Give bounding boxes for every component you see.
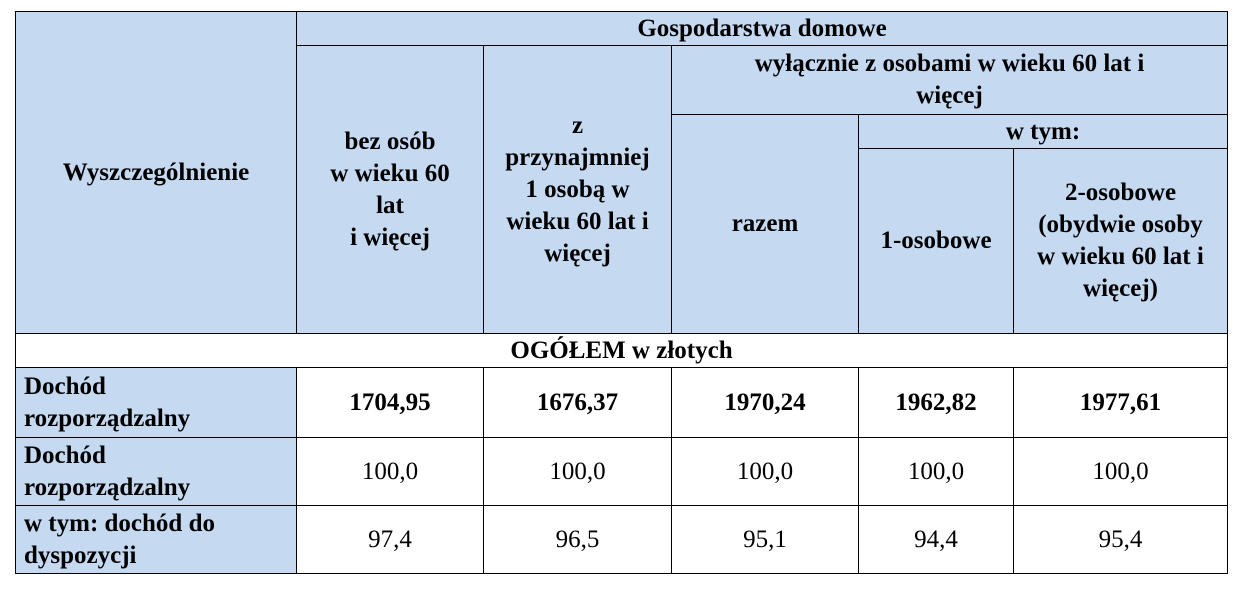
table-cell: 95,4 [1014, 506, 1228, 574]
col-header-z-przynajmniej: z przynajmniej 1 osobą w wieku 60 lat i więcej [484, 46, 672, 334]
header-row-1 [16, 12, 1228, 46]
col-header-bez-osob: bez osób w wieku 60 lat i więcej [297, 46, 484, 334]
row-label: Dochód rozporządzalny [16, 438, 297, 506]
row-label: Dochód rozporządzalny [16, 368, 297, 438]
table-cell: 1977,61 [1014, 368, 1228, 438]
table-cell: 96,5 [484, 506, 672, 574]
section-row [16, 334, 1228, 368]
row-label: w tym: dochód do dyspozycji [16, 506, 297, 574]
table-cell: 95,1 [672, 506, 859, 574]
table-cell: 100,0 [859, 438, 1014, 506]
table-row [16, 506, 1228, 574]
table-cell: 100,0 [484, 438, 672, 506]
table-cell: 1962,82 [859, 368, 1014, 438]
col-header-razem: razem [672, 115, 859, 334]
table-row [16, 368, 1228, 438]
col-header-1-osobowe: 1-osobowe [859, 149, 1014, 334]
table-cell: 100,0 [297, 438, 484, 506]
table-cell: 94,4 [859, 506, 1014, 574]
table-cell: 100,0 [1014, 438, 1228, 506]
income-table [15, 11, 1228, 574]
table-cell: 1704,95 [297, 368, 484, 438]
subgroup-header: wyłącznie z osobami w wieku 60 lat i więcej [672, 46, 1228, 115]
col-header-2-osobowe: 2-osobowe (obydwie osoby w wieku 60 lat i więcej) [1014, 149, 1228, 334]
section-title: OGÓŁEM w złotych [16, 334, 1228, 368]
table-cell: 97,4 [297, 506, 484, 574]
table-row [16, 438, 1228, 506]
table-cell: 1970,24 [672, 368, 859, 438]
stub-header: Wyszczególnienie [16, 12, 297, 334]
group-header: Gospodarstwa domowe [297, 12, 1228, 46]
w-tym-header: w tym: [859, 115, 1228, 149]
table-cell: 100,0 [672, 438, 859, 506]
table-cell: 1676,37 [484, 368, 672, 438]
